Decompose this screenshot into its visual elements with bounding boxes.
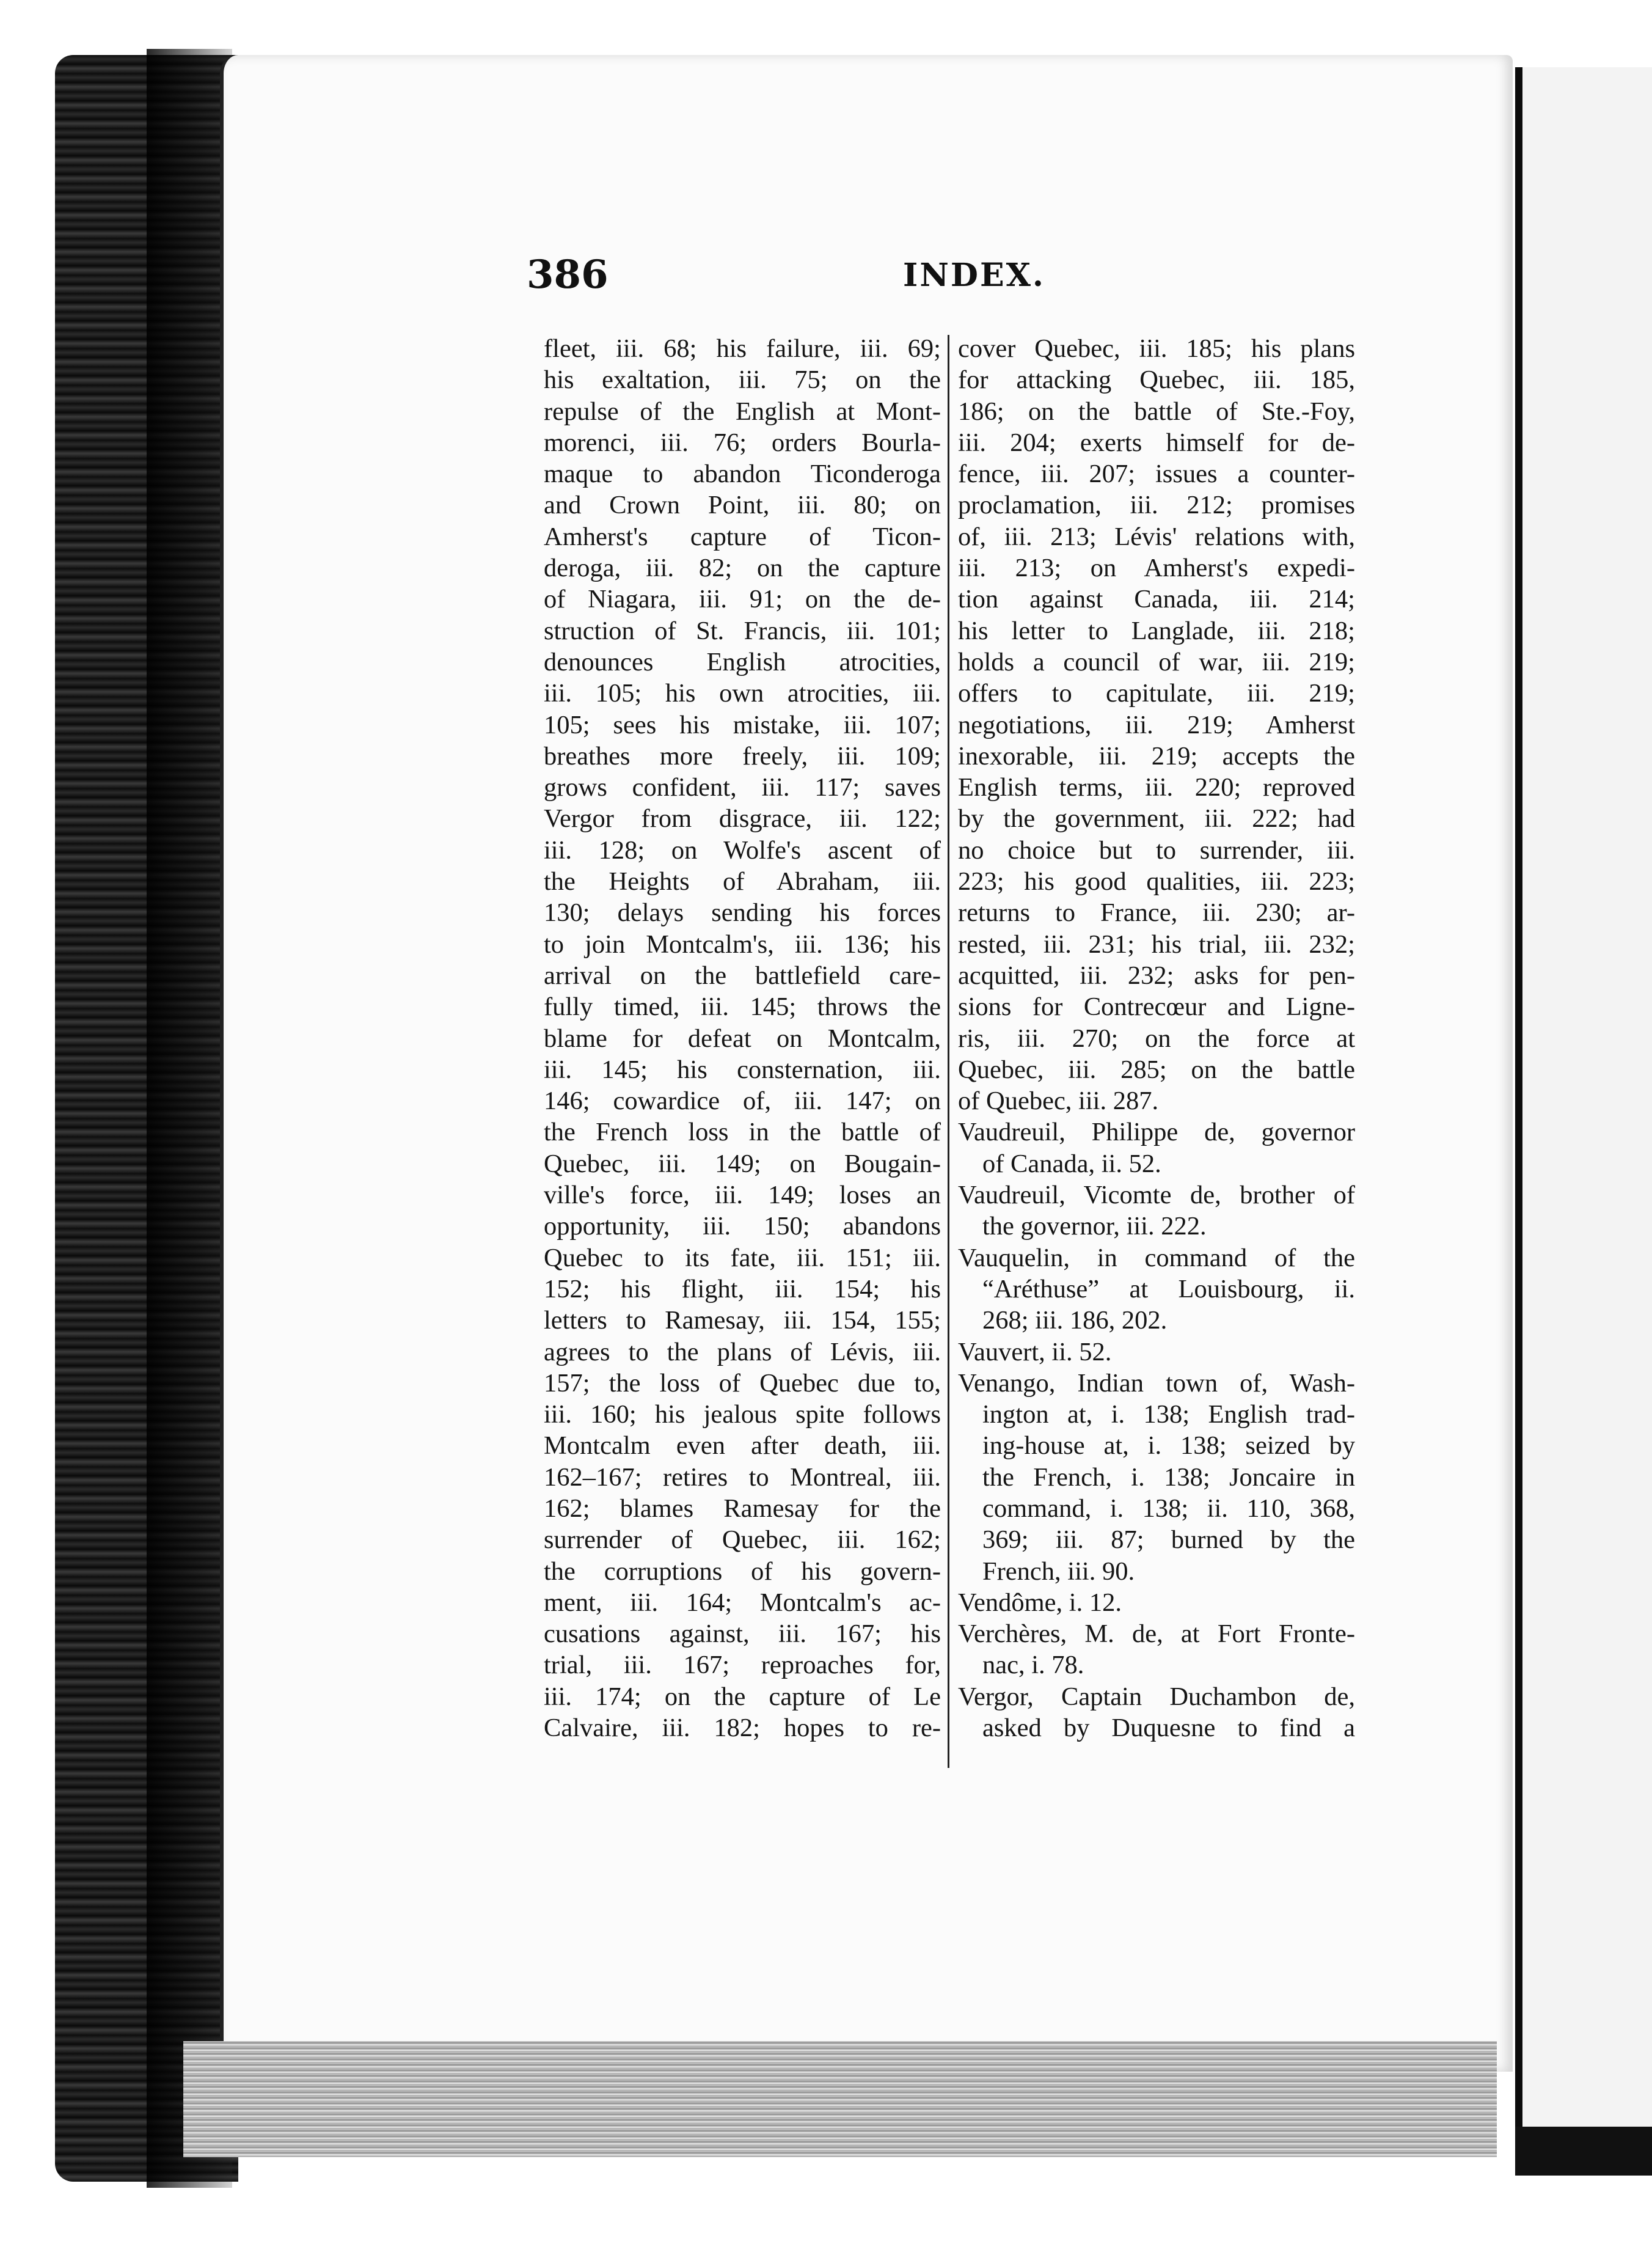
- index-line: nac, i. 78.: [982, 1651, 1084, 1680]
- adjacent-page-edge: [1515, 67, 1652, 2133]
- index-line: English terms, iii. 220; reproved: [958, 773, 1355, 802]
- index-line: for attacking Quebec, iii. 185,: [958, 365, 1355, 395]
- index-line: iii. 213; on Amherst's expedi-: [958, 554, 1355, 583]
- index-line: the governor, iii. 222.: [982, 1212, 1207, 1241]
- index-line: deroga, iii. 82; on the capture: [544, 554, 941, 583]
- index-line: his letter to Langlade, iii. 218;: [958, 616, 1355, 645]
- index-line: ment, iii. 164; Montcalm's ac-: [544, 1588, 941, 1617]
- index-line: Vauquelin, in command of the: [958, 1243, 1355, 1272]
- index-line: 223; his good qualities, iii. 223;: [958, 867, 1355, 897]
- running-head: INDEX.: [903, 257, 1046, 294]
- index-line: to join Montcalm's, iii. 136; his: [544, 930, 941, 959]
- index-line: by the government, iii. 222; had: [958, 804, 1355, 834]
- index-line: surrender of Quebec, iii. 162;: [544, 1525, 941, 1555]
- index-line: “Aréthuse” at Louisbourg, ii.: [982, 1274, 1355, 1304]
- index-line: sions for Contrecœur and Ligne-: [958, 992, 1355, 1022]
- index-line: grows confident, iii. 117; saves: [544, 773, 941, 802]
- index-line: Vaudreuil, Philippe de, governor: [958, 1118, 1355, 1147]
- index-line: fence, iii. 207; issues a counter-: [958, 460, 1355, 489]
- index-line: 152; his flight, iii. 154; his: [544, 1274, 941, 1304]
- index-line: Quebec, iii. 285; on the battle: [958, 1055, 1355, 1084]
- index-line: of, iii. 213; Lévis' relations with,: [958, 522, 1355, 551]
- index-line: 162–167; retires to Montreal, iii.: [544, 1462, 941, 1492]
- index-line: 146; cowardice of, iii. 147; on: [544, 1087, 941, 1116]
- index-line: iii. 105; his own atrocities, iii.: [544, 679, 941, 708]
- index-line: breathes more freely, iii. 109;: [544, 741, 941, 771]
- index-line: ington at, i. 138; English trad-: [982, 1400, 1355, 1429]
- index-line: iii. 145; his consternation, iii.: [544, 1055, 941, 1084]
- index-line: Vendôme, i. 12.: [958, 1588, 1122, 1617]
- index-line: Quebec, iii. 149; on Bougain-: [544, 1149, 941, 1178]
- index-line: returns to France, iii. 230; ar-: [958, 898, 1355, 928]
- spine-shadow: [147, 49, 232, 2188]
- index-line: Verchères, M. de, at Fort Fronte-: [958, 1619, 1355, 1649]
- index-line: struction of St. Francis, iii. 101;: [544, 616, 941, 645]
- index-line: fully timed, iii. 145; throws the: [544, 992, 941, 1022]
- index-line: maque to abandon Ticonderoga: [544, 460, 941, 489]
- index-line: Montcalm even after death, iii.: [544, 1431, 941, 1461]
- index-line: 162; blames Ramesay for the: [544, 1494, 941, 1523]
- index-line: agrees to the plans of Lévis, iii.: [544, 1337, 941, 1366]
- index-line: Amherst's capture of Ticon-: [544, 522, 941, 551]
- index-line: Vaudreuil, Vicomte de, brother of: [958, 1181, 1355, 1210]
- index-line: letters to Ramesay, iii. 154, 155;: [544, 1306, 941, 1335]
- index-line: repulse of the English at Mont-: [544, 397, 941, 426]
- index-line: 130; delays sending his forces: [544, 898, 941, 928]
- index-line: cover Quebec, iii. 185; his plans: [958, 334, 1355, 363]
- index-line: rested, iii. 231; his trial, iii. 232;: [958, 930, 1355, 959]
- index-line: offers to capitulate, iii. 219;: [958, 679, 1355, 708]
- index-line: 157; the loss of Quebec due to,: [544, 1368, 941, 1398]
- index-line: 186; on the battle of Ste.-Foy,: [958, 397, 1355, 426]
- index-line: negotiations, iii. 219; Amherst: [958, 710, 1355, 739]
- column-rule: [948, 335, 949, 1768]
- index-line: inexorable, iii. 219; accepts the: [958, 741, 1355, 771]
- index-line: Quebec to its fate, iii. 151; iii.: [544, 1243, 941, 1272]
- index-line: cusations against, iii. 167; his: [544, 1619, 941, 1649]
- page-edges: [183, 2041, 1497, 2157]
- index-line: ris, iii. 270; on the force at: [958, 1024, 1355, 1053]
- index-line: blame for defeat on Montcalm,: [544, 1024, 941, 1053]
- index-line: arrival on the battlefield care-: [544, 961, 941, 990]
- index-line: the corruptions of his govern-: [544, 1557, 941, 1586]
- index-line: no choice but to surrender, iii.: [958, 835, 1355, 865]
- index-line: ville's force, iii. 149; loses an: [544, 1181, 941, 1210]
- index-line: command, i. 138; ii. 110, 368,: [982, 1494, 1355, 1523]
- index-line: the French loss in the battle of: [544, 1118, 941, 1147]
- index-line: iii. 128; on Wolfe's ascent of: [544, 835, 941, 865]
- index-line: and Crown Point, iii. 80; on: [544, 491, 941, 520]
- index-line: iii. 160; his jealous spite follows: [544, 1400, 941, 1429]
- index-line: 105; sees his mistake, iii. 107;: [544, 710, 941, 739]
- index-line: Vergor, Captain Duchambon de,: [958, 1682, 1355, 1711]
- index-line: Venango, Indian town of, Wash-: [958, 1368, 1355, 1398]
- index-line: fleet, iii. 68; his failure, iii. 69;: [544, 334, 941, 363]
- index-line: asked by Duquesne to find a: [982, 1714, 1355, 1743]
- index-column-left: [544, 333, 941, 1744]
- index-line: his exaltation, iii. 75; on the: [544, 365, 941, 395]
- index-line: ing-house at, i. 138; seized by: [982, 1431, 1355, 1461]
- index-line: proclamation, iii. 212; promises: [958, 491, 1355, 520]
- index-line: of Canada, ii. 52.: [982, 1149, 1161, 1178]
- index-line: denounces English atrocities,: [544, 647, 941, 676]
- index-line: the French, i. 138; Joncaire in: [982, 1462, 1355, 1492]
- index-line: of Quebec, iii. 287.: [958, 1087, 1159, 1116]
- index-line: of Niagara, iii. 91; on the de-: [544, 585, 941, 614]
- index-line: 369; iii. 87; burned by the: [982, 1525, 1355, 1555]
- index-line: acquitted, iii. 232; asks for pen-: [958, 961, 1355, 990]
- index-line: iii. 204; exerts himself for de-: [958, 428, 1355, 457]
- index-line: Vauvert, ii. 52.: [958, 1337, 1112, 1366]
- index-line: trial, iii. 167; reproaches for,: [544, 1651, 941, 1680]
- adjacent-page-shadow: [1515, 2127, 1652, 2176]
- index-column-right: [958, 333, 1355, 1744]
- index-line: Vergor from disgrace, iii. 122;: [544, 804, 941, 834]
- index-line: morenci, iii. 76; orders Bourla-: [544, 428, 941, 457]
- page-number: 386: [527, 252, 609, 298]
- index-line: the Heights of Abraham, iii.: [544, 867, 941, 897]
- index-line: iii. 174; on the capture of Le: [544, 1682, 941, 1711]
- index-line: tion against Canada, iii. 214;: [958, 585, 1355, 614]
- index-line: holds a council of war, iii. 219;: [958, 647, 1355, 676]
- index-line: French, iii. 90.: [982, 1557, 1135, 1586]
- index-line: opportunity, iii. 150; abandons: [544, 1212, 941, 1241]
- index-line: Calvaire, iii. 182; hopes to re-: [544, 1714, 941, 1743]
- index-line: 268; iii. 186, 202.: [982, 1306, 1168, 1335]
